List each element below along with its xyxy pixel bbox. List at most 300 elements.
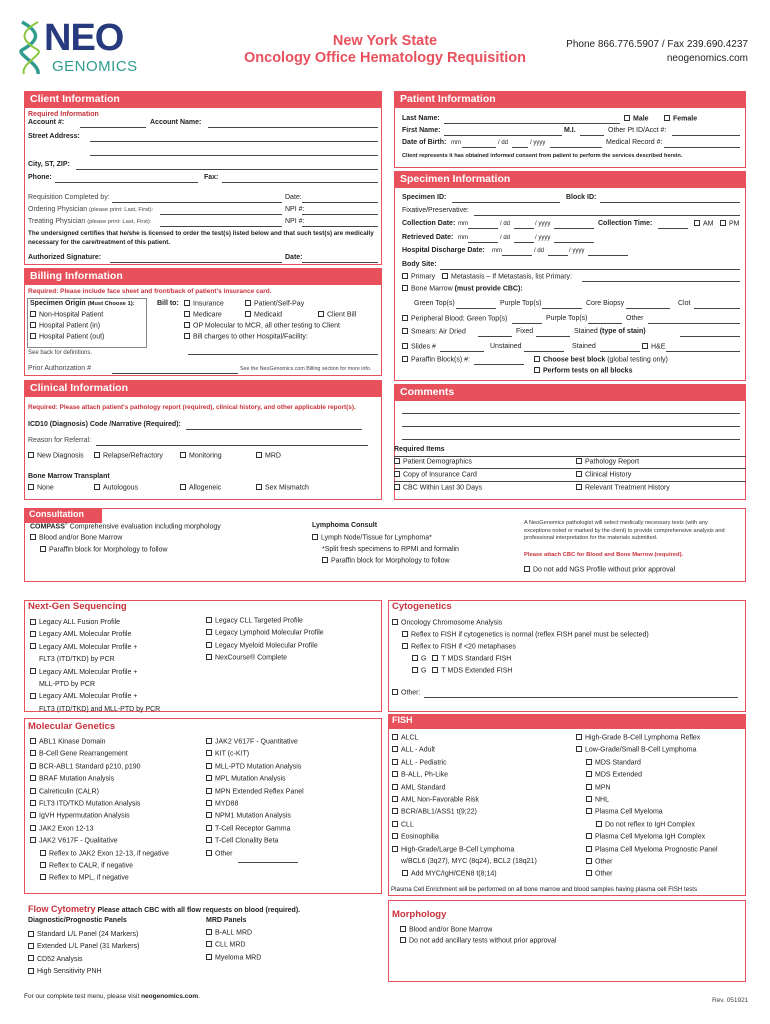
paraffin-option[interactable] xyxy=(402,356,470,365)
list-item[interactable] xyxy=(30,850,202,862)
list-item[interactable] xyxy=(392,771,576,783)
list-item[interactable] xyxy=(576,870,744,882)
checkbox-icon[interactable] xyxy=(576,484,582,490)
certify-text: The undersigned certifies that he/she is licensed to order the test(s) listed below and that such test(s) are medically necessary for the care/treatment of this patient. xyxy=(28,230,374,246)
dob-mm-field[interactable] xyxy=(462,147,496,148)
retrieved-yyyy-field[interactable] xyxy=(554,242,594,243)
bmt-sex-mismatch[interactable] xyxy=(256,484,309,493)
checkbox-icon[interactable] xyxy=(586,759,592,765)
checkbox-icon[interactable] xyxy=(30,693,36,699)
checkbox-icon[interactable] xyxy=(694,220,700,226)
cyto-reflex-normal[interactable] xyxy=(402,631,649,640)
bill-client[interactable] xyxy=(318,311,356,320)
checkbox-icon[interactable] xyxy=(642,343,648,349)
body-site-field[interactable] xyxy=(440,269,740,270)
checkbox-icon[interactable] xyxy=(322,557,328,563)
list-item[interactable] xyxy=(392,821,576,833)
list-item[interactable] xyxy=(206,642,376,654)
checkbox-icon[interactable] xyxy=(586,796,592,802)
metastasis-field[interactable] xyxy=(582,281,740,282)
checkbox-icon[interactable] xyxy=(28,931,34,937)
collection-time-field[interactable] xyxy=(658,228,688,229)
checkbox-icon[interactable] xyxy=(392,796,398,802)
checkbox-icon[interactable] xyxy=(392,821,398,827)
checkbox-icon[interactable] xyxy=(206,654,212,660)
list-item[interactable] xyxy=(30,642,200,654)
checkbox-icon[interactable] xyxy=(392,808,398,814)
list-item[interactable] xyxy=(576,858,744,870)
checkbox-icon[interactable] xyxy=(392,759,398,765)
checkbox-icon[interactable] xyxy=(392,689,398,695)
collection-am[interactable] xyxy=(694,220,714,229)
checkbox-icon[interactable] xyxy=(28,484,34,490)
requisition-by-field[interactable] xyxy=(112,202,282,203)
fax-field[interactable] xyxy=(222,182,378,183)
checkbox-icon[interactable] xyxy=(402,285,408,291)
checkbox-icon[interactable] xyxy=(432,655,438,661)
checkbox-icon[interactable] xyxy=(432,667,438,673)
smears-option[interactable] xyxy=(402,328,466,337)
checkbox-icon[interactable] xyxy=(392,833,398,839)
bill-medicare-label: Medicare xyxy=(193,311,222,319)
checkbox-icon[interactable] xyxy=(30,738,36,744)
list-item[interactable] xyxy=(576,833,744,845)
checkbox-icon[interactable] xyxy=(392,619,398,625)
bill-op-molecular[interactable] xyxy=(184,322,340,331)
checkbox-icon[interactable] xyxy=(245,300,251,306)
checkbox-icon[interactable] xyxy=(402,343,408,349)
list-item[interactable] xyxy=(28,941,198,953)
list-item[interactable] xyxy=(28,929,198,941)
checkbox-icon[interactable] xyxy=(245,311,251,317)
checkbox-icon[interactable] xyxy=(534,356,540,362)
checkbox-icon[interactable] xyxy=(184,322,190,328)
list-item[interactable] xyxy=(206,788,378,800)
checkbox-icon[interactable] xyxy=(40,546,46,552)
account-num-field[interactable] xyxy=(80,127,146,128)
checkbox-icon[interactable] xyxy=(402,273,408,279)
list-item[interactable] xyxy=(392,734,576,746)
checkbox-icon[interactable] xyxy=(442,273,448,279)
checkbox-icon[interactable] xyxy=(30,643,36,649)
checkbox-icon[interactable] xyxy=(30,837,36,843)
list-item[interactable] xyxy=(576,821,744,833)
checkbox-icon[interactable] xyxy=(576,746,582,752)
best-block-option[interactable] xyxy=(534,356,668,365)
city-field[interactable] xyxy=(76,169,378,170)
checkbox-icon[interactable] xyxy=(586,846,592,852)
checkbox-icon[interactable] xyxy=(624,115,630,121)
checkbox-icon[interactable] xyxy=(402,328,408,334)
checkbox-icon[interactable] xyxy=(586,771,592,777)
specimen-id-field[interactable] xyxy=(452,202,560,203)
checkbox-icon[interactable] xyxy=(30,631,36,637)
list-item[interactable] xyxy=(392,808,576,820)
checkbox-icon[interactable] xyxy=(318,311,324,317)
checkbox-icon[interactable] xyxy=(576,734,582,740)
bill-other-field[interactable] xyxy=(188,354,378,355)
checkbox-icon[interactable] xyxy=(206,825,212,831)
origin-hospital-out[interactable] xyxy=(30,333,104,342)
consult-blood-bm[interactable] xyxy=(30,534,122,543)
list-item[interactable] xyxy=(30,667,200,679)
account-name-field[interactable] xyxy=(208,127,378,128)
mrn-field[interactable] xyxy=(664,147,740,148)
list-item[interactable] xyxy=(392,833,576,845)
list-item[interactable] xyxy=(206,850,378,862)
retrieved-dd-field[interactable] xyxy=(514,242,534,243)
cyto-mds-standard[interactable] xyxy=(412,655,511,664)
requisition-date-field[interactable] xyxy=(302,202,378,203)
list-item[interactable] xyxy=(30,812,202,824)
bm-core-field[interactable] xyxy=(626,308,670,309)
slides-option[interactable] xyxy=(402,343,436,352)
reason-mrd[interactable] xyxy=(256,452,281,461)
discharge-yyyy-field[interactable] xyxy=(588,255,628,256)
bone-marrow-option[interactable] xyxy=(402,285,523,294)
mi-field[interactable] xyxy=(580,135,604,136)
collection-yyyy-field[interactable] xyxy=(554,228,594,229)
list-item[interactable] xyxy=(30,750,202,762)
consult-ngs-option[interactable] xyxy=(524,566,675,575)
checkbox-icon[interactable] xyxy=(30,788,36,794)
checkbox-icon[interactable] xyxy=(412,655,418,661)
bill-other-hospital[interactable] xyxy=(184,333,308,342)
checkbox-icon[interactable] xyxy=(28,943,34,949)
cyto-other[interactable] xyxy=(392,689,420,698)
req-treatment-history[interactable] xyxy=(576,484,670,493)
bill-medicare[interactable] xyxy=(184,311,222,320)
list-item[interactable] xyxy=(206,617,376,629)
list-item[interactable] xyxy=(206,941,376,953)
first-name-field[interactable] xyxy=(444,135,562,136)
collection-mm-field[interactable] xyxy=(468,228,498,229)
discharge-mm-field[interactable] xyxy=(502,255,532,256)
checkbox-icon[interactable] xyxy=(402,315,408,321)
list-item[interactable] xyxy=(30,788,202,800)
street-field-2[interactable] xyxy=(90,155,378,156)
peripheral-option[interactable] xyxy=(402,315,507,324)
checkbox-icon[interactable] xyxy=(206,738,212,744)
discharge-dd-field[interactable] xyxy=(548,255,568,256)
checkbox-icon[interactable] xyxy=(394,471,400,477)
cyto-other-field[interactable] xyxy=(424,697,738,698)
consult-paraffin[interactable] xyxy=(40,546,168,555)
morph-blood[interactable] xyxy=(400,926,492,935)
comments-line-2[interactable] xyxy=(402,426,740,427)
checkbox-icon[interactable] xyxy=(206,850,212,856)
checkbox-icon[interactable] xyxy=(206,617,212,623)
cyto-reflex-metaphases[interactable] xyxy=(402,643,516,652)
list-item[interactable] xyxy=(576,796,744,808)
ordering-physician-field[interactable] xyxy=(160,214,282,215)
reason-new-diagnosis[interactable] xyxy=(28,452,84,461)
stained-field[interactable] xyxy=(600,351,640,352)
logo xyxy=(18,18,158,78)
list-item[interactable] xyxy=(392,846,576,858)
signature-field[interactable] xyxy=(110,262,282,263)
list-item[interactable] xyxy=(392,796,576,808)
list-item[interactable] xyxy=(30,691,200,703)
checkbox-icon[interactable] xyxy=(184,333,190,339)
checkbox-icon[interactable] xyxy=(586,870,592,876)
bill-patient[interactable] xyxy=(245,300,304,309)
icd-field[interactable] xyxy=(186,429,362,430)
bm-clot-field[interactable] xyxy=(694,308,740,309)
prior-auth-field[interactable] xyxy=(112,373,238,374)
site-primary[interactable] xyxy=(402,273,435,282)
bm-purple-field[interactable] xyxy=(542,308,582,309)
reason-field[interactable] xyxy=(96,445,368,446)
he-field[interactable] xyxy=(666,351,740,352)
list-item[interactable] xyxy=(576,808,744,820)
checkbox-icon[interactable] xyxy=(30,812,36,818)
checkbox-icon[interactable] xyxy=(206,750,212,756)
checkbox-icon[interactable] xyxy=(30,775,36,781)
smears-fixed-field[interactable] xyxy=(536,336,570,337)
checkbox-icon[interactable] xyxy=(586,833,592,839)
checkbox-icon[interactable] xyxy=(392,746,398,752)
ordering-npi-field[interactable] xyxy=(302,214,378,215)
all-blocks-option[interactable] xyxy=(534,367,632,376)
checkbox-icon[interactable] xyxy=(206,788,212,794)
checkbox-icon[interactable] xyxy=(256,484,262,490)
checkbox-icon[interactable] xyxy=(392,771,398,777)
list-item-label: IgVH Hypermutation Analysis xyxy=(39,812,130,820)
checkbox-icon[interactable] xyxy=(40,850,46,856)
stain-type-field[interactable] xyxy=(680,336,740,337)
list-item[interactable] xyxy=(576,746,744,758)
peripheral-other-field[interactable] xyxy=(648,323,740,324)
checkbox-icon[interactable] xyxy=(30,825,36,831)
site-metastasis[interactable] xyxy=(442,273,572,282)
peripheral-purple-field[interactable] xyxy=(588,323,622,324)
checkbox-icon[interactable] xyxy=(392,734,398,740)
checkbox-icon[interactable] xyxy=(392,784,398,790)
gender-female[interactable] xyxy=(664,115,697,124)
checkbox-icon[interactable] xyxy=(206,800,212,806)
list-item[interactable] xyxy=(206,629,376,641)
signature-date-field[interactable] xyxy=(302,262,378,263)
list-item[interactable] xyxy=(206,929,376,941)
list-item[interactable] xyxy=(30,837,202,849)
list-item[interactable] xyxy=(392,759,576,771)
last-name-field[interactable] xyxy=(444,123,620,124)
checkbox-icon[interactable] xyxy=(206,763,212,769)
origin-hospital-in[interactable] xyxy=(30,322,100,331)
bmt-allogeneic[interactable] xyxy=(180,484,221,493)
specimen-header: Specimen Information xyxy=(394,171,746,188)
checkbox-icon[interactable] xyxy=(206,837,212,843)
checkbox-icon[interactable] xyxy=(30,322,36,328)
list-item[interactable] xyxy=(576,771,744,783)
checkbox-icon[interactable] xyxy=(206,929,212,935)
checkbox-icon[interactable] xyxy=(206,941,212,947)
checkbox-icon[interactable] xyxy=(30,311,36,317)
list-item[interactable] xyxy=(30,775,202,787)
checkbox-icon[interactable] xyxy=(402,643,408,649)
checkbox-icon[interactable] xyxy=(586,858,592,864)
list-item[interactable] xyxy=(206,800,378,812)
treating-physician-field[interactable] xyxy=(160,226,282,227)
cyto-mds-extended[interactable] xyxy=(412,667,512,676)
checkbox-icon[interactable] xyxy=(402,870,408,876)
checkbox-icon[interactable] xyxy=(402,356,408,362)
smears-air-field[interactable] xyxy=(478,336,512,337)
checkbox-icon[interactable] xyxy=(28,452,34,458)
list-item[interactable] xyxy=(576,734,744,746)
checkbox-icon[interactable] xyxy=(312,534,318,540)
list-item[interactable] xyxy=(392,746,576,758)
checkbox-icon[interactable] xyxy=(206,812,212,818)
checkbox-icon[interactable] xyxy=(206,954,212,960)
slides-field[interactable] xyxy=(440,351,484,352)
reason-monitoring[interactable] xyxy=(180,452,222,461)
bmt-none[interactable] xyxy=(28,484,54,493)
checkbox-icon[interactable] xyxy=(534,367,540,373)
checkbox-icon[interactable] xyxy=(256,452,262,458)
req-cbc[interactable] xyxy=(394,484,482,493)
checkbox-icon[interactable] xyxy=(30,619,36,625)
list-item[interactable] xyxy=(392,784,576,796)
checkbox-icon[interactable] xyxy=(586,784,592,790)
contact-web[interactable]: neogenomics.com xyxy=(666,53,748,64)
list-item[interactable] xyxy=(206,750,378,762)
checkbox-icon[interactable] xyxy=(180,452,186,458)
slides-he[interactable] xyxy=(642,343,665,352)
dob-yyyy-field[interactable] xyxy=(550,147,602,148)
mol-other-field[interactable] xyxy=(238,862,298,863)
checkbox-icon[interactable] xyxy=(400,937,406,943)
bill-other-label: Bill charges to other Hospital/Facility: xyxy=(193,333,308,341)
list-item[interactable] xyxy=(30,825,202,837)
logo-genomics: GENOMICS xyxy=(52,58,138,75)
checkbox-icon[interactable] xyxy=(184,300,190,306)
req-clinical-history[interactable] xyxy=(576,471,631,480)
list-item[interactable] xyxy=(30,874,202,886)
list-item[interactable] xyxy=(30,629,200,641)
list-item-label: CD52 Analysis xyxy=(37,955,83,963)
bill-insurance[interactable] xyxy=(184,300,224,309)
checkbox-icon[interactable] xyxy=(28,955,34,961)
street-field[interactable] xyxy=(90,141,378,142)
paraffin-field[interactable] xyxy=(474,364,524,365)
bm-green-field[interactable] xyxy=(456,308,496,309)
checkbox-icon[interactable] xyxy=(664,115,670,121)
comments-line-3[interactable] xyxy=(402,439,740,440)
unstained-field[interactable] xyxy=(524,351,564,352)
req-insurance-card[interactable] xyxy=(394,471,477,480)
list-item[interactable] xyxy=(576,784,744,796)
list-item[interactable] xyxy=(206,738,378,750)
dob-dd-field[interactable] xyxy=(512,147,528,148)
checkbox-icon[interactable] xyxy=(576,471,582,477)
bmt-autologous[interactable] xyxy=(94,484,138,493)
checkbox-icon[interactable] xyxy=(30,750,36,756)
origin-non-hospital[interactable] xyxy=(30,311,103,320)
list-item[interactable] xyxy=(576,846,744,858)
checkbox-icon[interactable] xyxy=(30,534,36,540)
req-pathology[interactable] xyxy=(576,458,639,467)
checkbox-icon[interactable] xyxy=(30,800,36,806)
checkbox-icon[interactable] xyxy=(94,452,100,458)
list-item[interactable] xyxy=(206,954,376,966)
list-item[interactable] xyxy=(206,812,378,824)
checkbox-icon[interactable] xyxy=(392,846,398,852)
checkbox-icon[interactable] xyxy=(394,458,400,464)
retrieved-mm-field[interactable] xyxy=(468,242,498,243)
list-item[interactable] xyxy=(30,738,202,750)
comments-line-1[interactable] xyxy=(402,413,740,414)
block-id-field[interactable] xyxy=(600,202,740,203)
checkbox-icon[interactable] xyxy=(586,808,592,814)
list-item[interactable] xyxy=(206,837,378,849)
list-item[interactable] xyxy=(30,800,202,812)
checkbox-icon[interactable] xyxy=(28,968,34,974)
peripheral-green-field[interactable] xyxy=(512,323,542,324)
checkbox-icon[interactable] xyxy=(206,642,212,648)
req-demographics[interactable] xyxy=(394,458,472,467)
checkbox-icon[interactable] xyxy=(40,874,46,880)
checkbox-icon[interactable] xyxy=(576,458,582,464)
list-item[interactable] xyxy=(392,870,576,882)
checkbox-icon[interactable] xyxy=(412,667,418,673)
checkbox-icon[interactable] xyxy=(394,484,400,490)
checkbox-icon[interactable] xyxy=(596,821,602,827)
list-item[interactable] xyxy=(576,759,744,771)
collection-dd-field[interactable] xyxy=(514,228,534,229)
collection-pm[interactable] xyxy=(720,220,740,229)
consult-lymph-node[interactable]: Lymph Node/Tissue for Lymphoma* xyxy=(312,534,432,543)
list-item[interactable] xyxy=(30,763,202,775)
list-item[interactable] xyxy=(206,654,376,666)
checkbox-icon[interactable] xyxy=(180,484,186,490)
checkbox-icon[interactable] xyxy=(30,763,36,769)
list-item[interactable] xyxy=(206,775,378,787)
gender-male[interactable] xyxy=(624,115,649,124)
treating-physician-label xyxy=(28,218,151,226)
checkbox-icon[interactable] xyxy=(400,926,406,932)
checkbox-icon[interactable] xyxy=(30,333,36,339)
list-item[interactable] xyxy=(206,763,378,775)
checkbox-icon[interactable] xyxy=(40,862,46,868)
checkbox-icon[interactable] xyxy=(30,668,36,674)
list-item-label: Reflex to CALR, if negative xyxy=(49,862,134,870)
list-item[interactable] xyxy=(206,825,378,837)
checkbox-icon[interactable] xyxy=(184,311,190,317)
checkbox-icon[interactable] xyxy=(94,484,100,490)
checkbox-icon[interactable] xyxy=(720,220,726,226)
treating-npi-field[interactable] xyxy=(302,226,378,227)
list-item[interactable] xyxy=(28,954,198,966)
reason-relapse[interactable] xyxy=(94,452,163,461)
morph-no-ancillary[interactable] xyxy=(400,937,556,946)
other-pt-field[interactable] xyxy=(672,135,740,136)
checkbox-icon[interactable] xyxy=(206,775,212,781)
bill-medicaid[interactable] xyxy=(245,311,282,320)
cyto-oncology[interactable] xyxy=(392,619,502,628)
checkbox-icon[interactable] xyxy=(524,566,530,572)
list-item[interactable] xyxy=(28,966,198,978)
checkbox-icon[interactable] xyxy=(402,631,408,637)
fixative-field[interactable] xyxy=(474,215,740,216)
phone-field[interactable] xyxy=(55,182,198,183)
list-item[interactable] xyxy=(30,617,200,629)
consult-paraffin-2[interactable] xyxy=(322,557,450,566)
list-item[interactable] xyxy=(30,862,202,874)
footer-link[interactable]: neogenomics.com xyxy=(141,993,199,1000)
checkbox-icon[interactable] xyxy=(206,629,212,635)
